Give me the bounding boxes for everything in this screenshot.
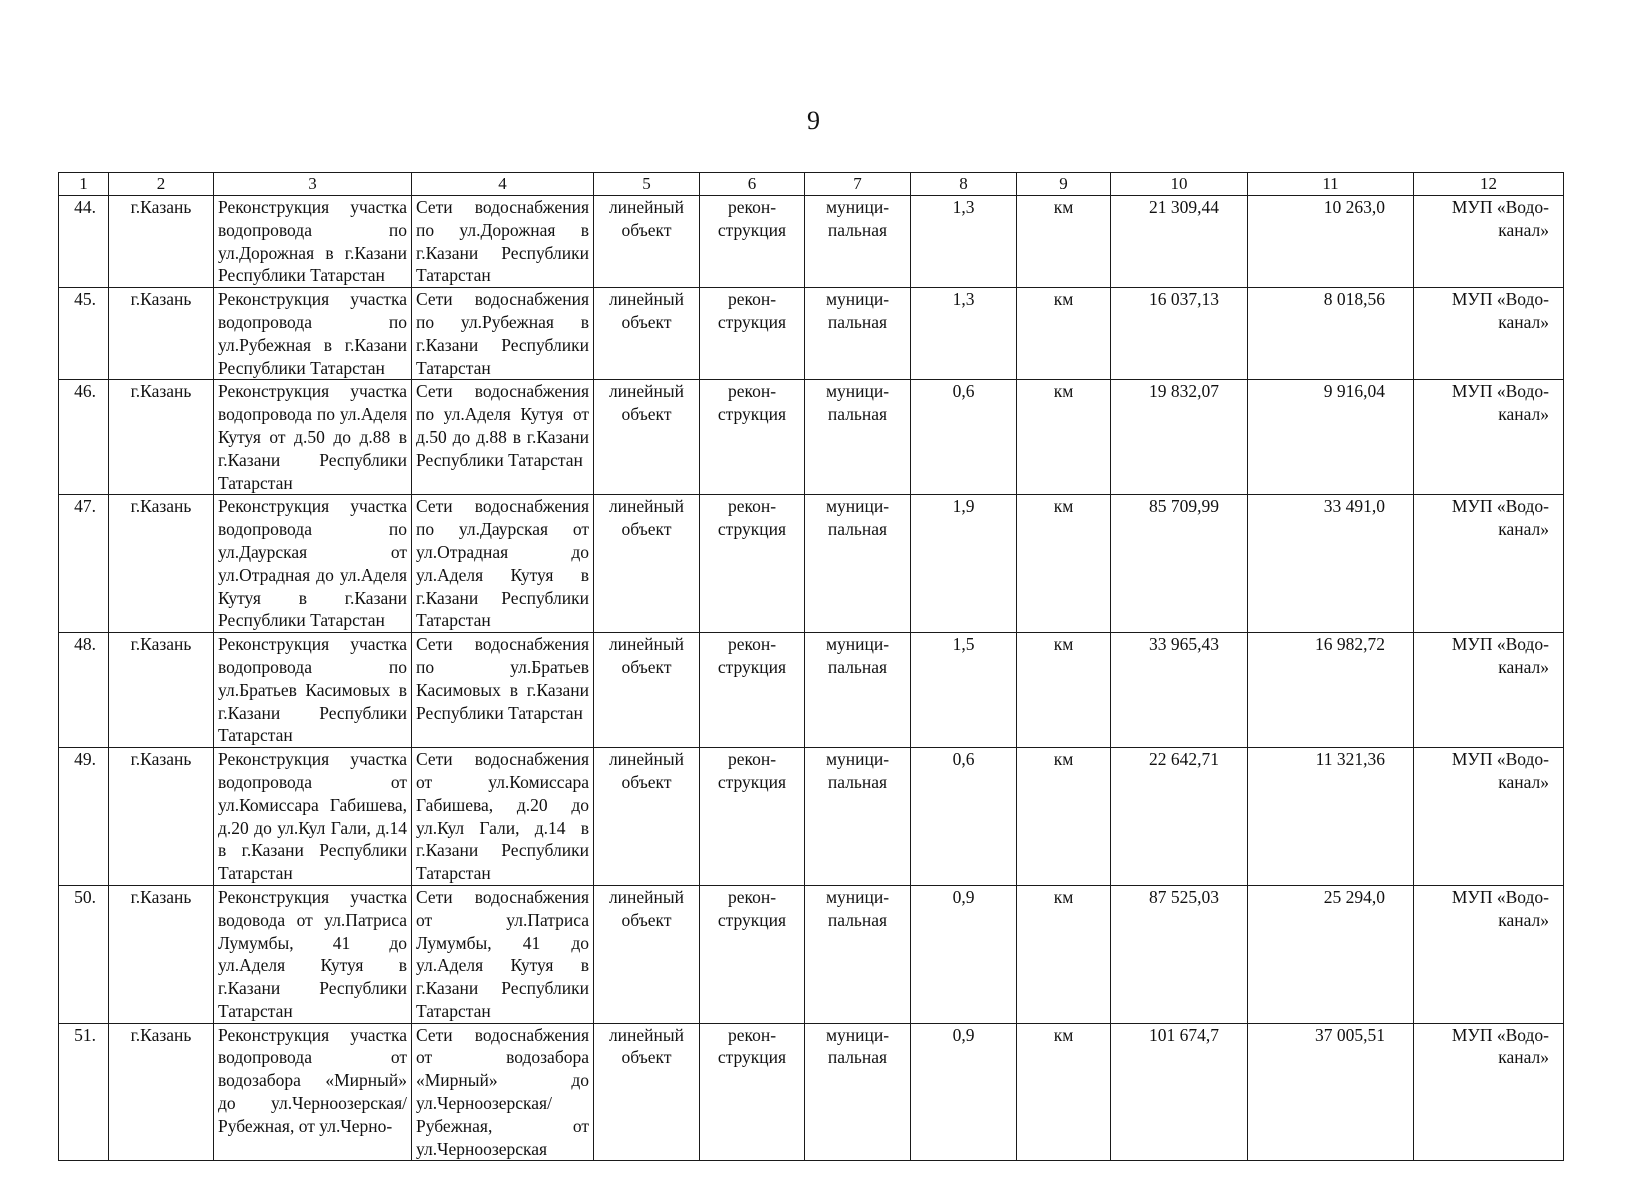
cost-cell: 21 309,44 (1111, 196, 1248, 288)
city-cell: г.Казань (109, 885, 214, 1023)
capacity-value-cell: 1,3 (911, 288, 1017, 380)
object-type-cell: линейный объект (594, 495, 700, 633)
financing-cell: 25 294,0 (1248, 885, 1414, 1023)
city-cell: г.Казань (109, 380, 214, 495)
cost-cell: 87 525,03 (1111, 885, 1248, 1023)
row-number: 46. (59, 380, 109, 495)
table-row (59, 495, 1564, 633)
work-kind-cell: рекон- струкция (700, 495, 805, 633)
ownership-cell: муници- пальная (805, 885, 911, 1023)
project-name-cell: Реконструкция участка водопровода от водозабора «Мирный» до ул.Черноозерская/Рубежная, от ул.Черно- (214, 1023, 412, 1161)
row-number: 44. (59, 196, 109, 288)
registry-body (59, 196, 1564, 1161)
work-kind-cell: рекон- струкция (700, 748, 805, 886)
table-row (59, 196, 1564, 288)
ownership-cell: муници- пальная (805, 196, 911, 288)
table-row (59, 288, 1564, 380)
project-name-cell: Реконструкция участка водопровода по ул.Рубежная в г.Казани Республики Татарстан (214, 288, 412, 380)
city-cell: г.Казань (109, 495, 214, 633)
table-row (59, 1023, 1564, 1161)
table-row (59, 885, 1564, 1023)
object-type-cell: линейный объект (594, 748, 700, 886)
capacity-value-cell: 1,3 (911, 196, 1017, 288)
page-number: 9 (807, 106, 820, 135)
project-name-cell: Реконструкция участка водопровода по ул.Братьев Касимовых в г.Казани Республики Татарстан (214, 633, 412, 748)
object-type-cell: линейный объект (594, 1023, 700, 1161)
object-cell: Сети водоснабжения по ул.Братьев Касимовых в г.Казани Республики Татарстан (412, 633, 594, 748)
object-cell: Сети водоснабжения по ул.Дорожная в г.Казани Республики Татарстан (412, 196, 594, 288)
financing-cell: 16 982,72 (1248, 633, 1414, 748)
column-number: 11 (1248, 173, 1414, 196)
row-number: 51. (59, 1023, 109, 1161)
unit-cell: км (1017, 633, 1111, 748)
unit-cell: км (1017, 495, 1111, 633)
capacity-value-cell: 0,6 (911, 380, 1017, 495)
city-cell: г.Казань (109, 1023, 214, 1161)
cost-cell: 85 709,99 (1111, 495, 1248, 633)
row-number: 49. (59, 748, 109, 886)
cost-cell: 22 642,71 (1111, 748, 1248, 886)
ownership-cell: муници- пальная (805, 748, 911, 886)
organization-cell: МУП «Водо- канал» (1414, 633, 1564, 748)
object-type-cell: линейный объект (594, 885, 700, 1023)
organization-cell: МУП «Водо- канал» (1414, 748, 1564, 886)
column-number: 8 (911, 173, 1017, 196)
cost-cell: 19 832,07 (1111, 380, 1248, 495)
object-cell: Сети водоснабжения по ул.Рубежная в г.Казани Республики Татарстан (412, 288, 594, 380)
financing-cell: 8 018,56 (1248, 288, 1414, 380)
project-name-cell: Реконструкция участка водопровода по ул.Даурская от ул.Отрадная до ул.Аделя Кутуя в г.Казани Республики Татарстан (214, 495, 412, 633)
capacity-value-cell: 0,9 (911, 885, 1017, 1023)
cost-cell: 101 674,7 (1111, 1023, 1248, 1161)
object-type-cell: линейный объект (594, 380, 700, 495)
registry-table (58, 172, 1564, 1161)
capacity-value-cell: 1,5 (911, 633, 1017, 748)
work-kind-cell: рекон- струкция (700, 885, 805, 1023)
column-number: 3 (214, 173, 412, 196)
project-name-cell: Реконструкция участка водопровода по ул.Дорожная в г.Казани Республики Татарстан (214, 196, 412, 288)
work-kind-cell: рекон- струкция (700, 1023, 805, 1161)
column-number: 9 (1017, 173, 1111, 196)
project-name-cell: Реконструкция участка водопровода по ул.Аделя Кутуя от д.50 до д.88 в г.Казани Республики Татарстан (214, 380, 412, 495)
city-cell: г.Казань (109, 748, 214, 886)
cost-cell: 16 037,13 (1111, 288, 1248, 380)
project-name-cell: Реконструкция участка водовода от ул.Патриса Лумумбы, 41 до ул.Аделя Кутуя в г.Казани Республики Татарстан (214, 885, 412, 1023)
capacity-value-cell: 1,9 (911, 495, 1017, 633)
column-number: 10 (1111, 173, 1248, 196)
organization-cell: МУП «Водо- канал» (1414, 495, 1564, 633)
column-number: 6 (700, 173, 805, 196)
work-kind-cell: рекон- струкция (700, 196, 805, 288)
row-number: 47. (59, 495, 109, 633)
ownership-cell: муници- пальная (805, 633, 911, 748)
row-number: 45. (59, 288, 109, 380)
column-number: 7 (805, 173, 911, 196)
capacity-value-cell: 0,6 (911, 748, 1017, 886)
work-kind-cell: рекон- струкция (700, 288, 805, 380)
ownership-cell: муници- пальная (805, 1023, 911, 1161)
project-name-cell: Реконструкция участка водопровода от ул.Комиссара Габишева, д.20 до ул.Кул Гали, д.14 в г.Казани Республики Татарстан (214, 748, 412, 886)
object-type-cell: линейный объект (594, 288, 700, 380)
financing-cell: 10 263,0 (1248, 196, 1414, 288)
financing-cell: 33 491,0 (1248, 495, 1414, 633)
financing-cell: 9 916,04 (1248, 380, 1414, 495)
organization-cell: МУП «Водо- канал» (1414, 196, 1564, 288)
organization-cell: МУП «Водо- канал» (1414, 885, 1564, 1023)
unit-cell: км (1017, 748, 1111, 886)
column-number: 1 (59, 173, 109, 196)
cost-cell: 33 965,43 (1111, 633, 1248, 748)
unit-cell: км (1017, 288, 1111, 380)
object-cell: Сети водоснабжения по ул.Даурская от ул.Отрадная до ул.Аделя Кутуя в г.Казани Республики Татарстан (412, 495, 594, 633)
column-number: 12 (1414, 173, 1564, 196)
table-row (59, 633, 1564, 748)
work-kind-cell: рекон- струкция (700, 633, 805, 748)
object-cell: Сети водоснабжения по ул.Аделя Кутуя от д.50 до д.88 в г.Казани Республики Татарстан (412, 380, 594, 495)
organization-cell: МУП «Водо- канал» (1414, 288, 1564, 380)
capacity-value-cell: 0,9 (911, 1023, 1017, 1161)
unit-cell: км (1017, 885, 1111, 1023)
city-cell: г.Казань (109, 196, 214, 288)
object-cell: Сети водоснабжения от водозабора «Мирный» до ул.Черноозерская/Рубежная, от ул.Черноозерская (412, 1023, 594, 1161)
column-number: 2 (109, 173, 214, 196)
unit-cell: км (1017, 380, 1111, 495)
ownership-cell: муници- пальная (805, 495, 911, 633)
ownership-cell: муници- пальная (805, 380, 911, 495)
column-number-row (59, 173, 1564, 196)
financing-cell: 37 005,51 (1248, 1023, 1414, 1161)
column-number: 5 (594, 173, 700, 196)
object-cell: Сети водоснабжения от ул.Комиссара Габишева, д.20 до ул.Кул Гали, д.14 в г.Казани Республики Татарстан (412, 748, 594, 886)
object-type-cell: линейный объект (594, 196, 700, 288)
unit-cell: км (1017, 196, 1111, 288)
work-kind-cell: рекон- струкция (700, 380, 805, 495)
organization-cell: МУП «Водо- канал» (1414, 380, 1564, 495)
financing-cell: 11 321,36 (1248, 748, 1414, 886)
row-number: 50. (59, 885, 109, 1023)
table-row (59, 380, 1564, 495)
city-cell: г.Казань (109, 633, 214, 748)
table-row (59, 748, 1564, 886)
unit-cell: км (1017, 1023, 1111, 1161)
object-type-cell: линейный объект (594, 633, 700, 748)
row-number: 48. (59, 633, 109, 748)
city-cell: г.Казань (109, 288, 214, 380)
ownership-cell: муници- пальная (805, 288, 911, 380)
organization-cell: МУП «Водо- канал» (1414, 1023, 1564, 1161)
column-number: 4 (412, 173, 594, 196)
object-cell: Сети водоснабжения от ул.Патриса Лумумбы, 41 до ул.Аделя Кутуя в г.Казани Республики Татарстан (412, 885, 594, 1023)
